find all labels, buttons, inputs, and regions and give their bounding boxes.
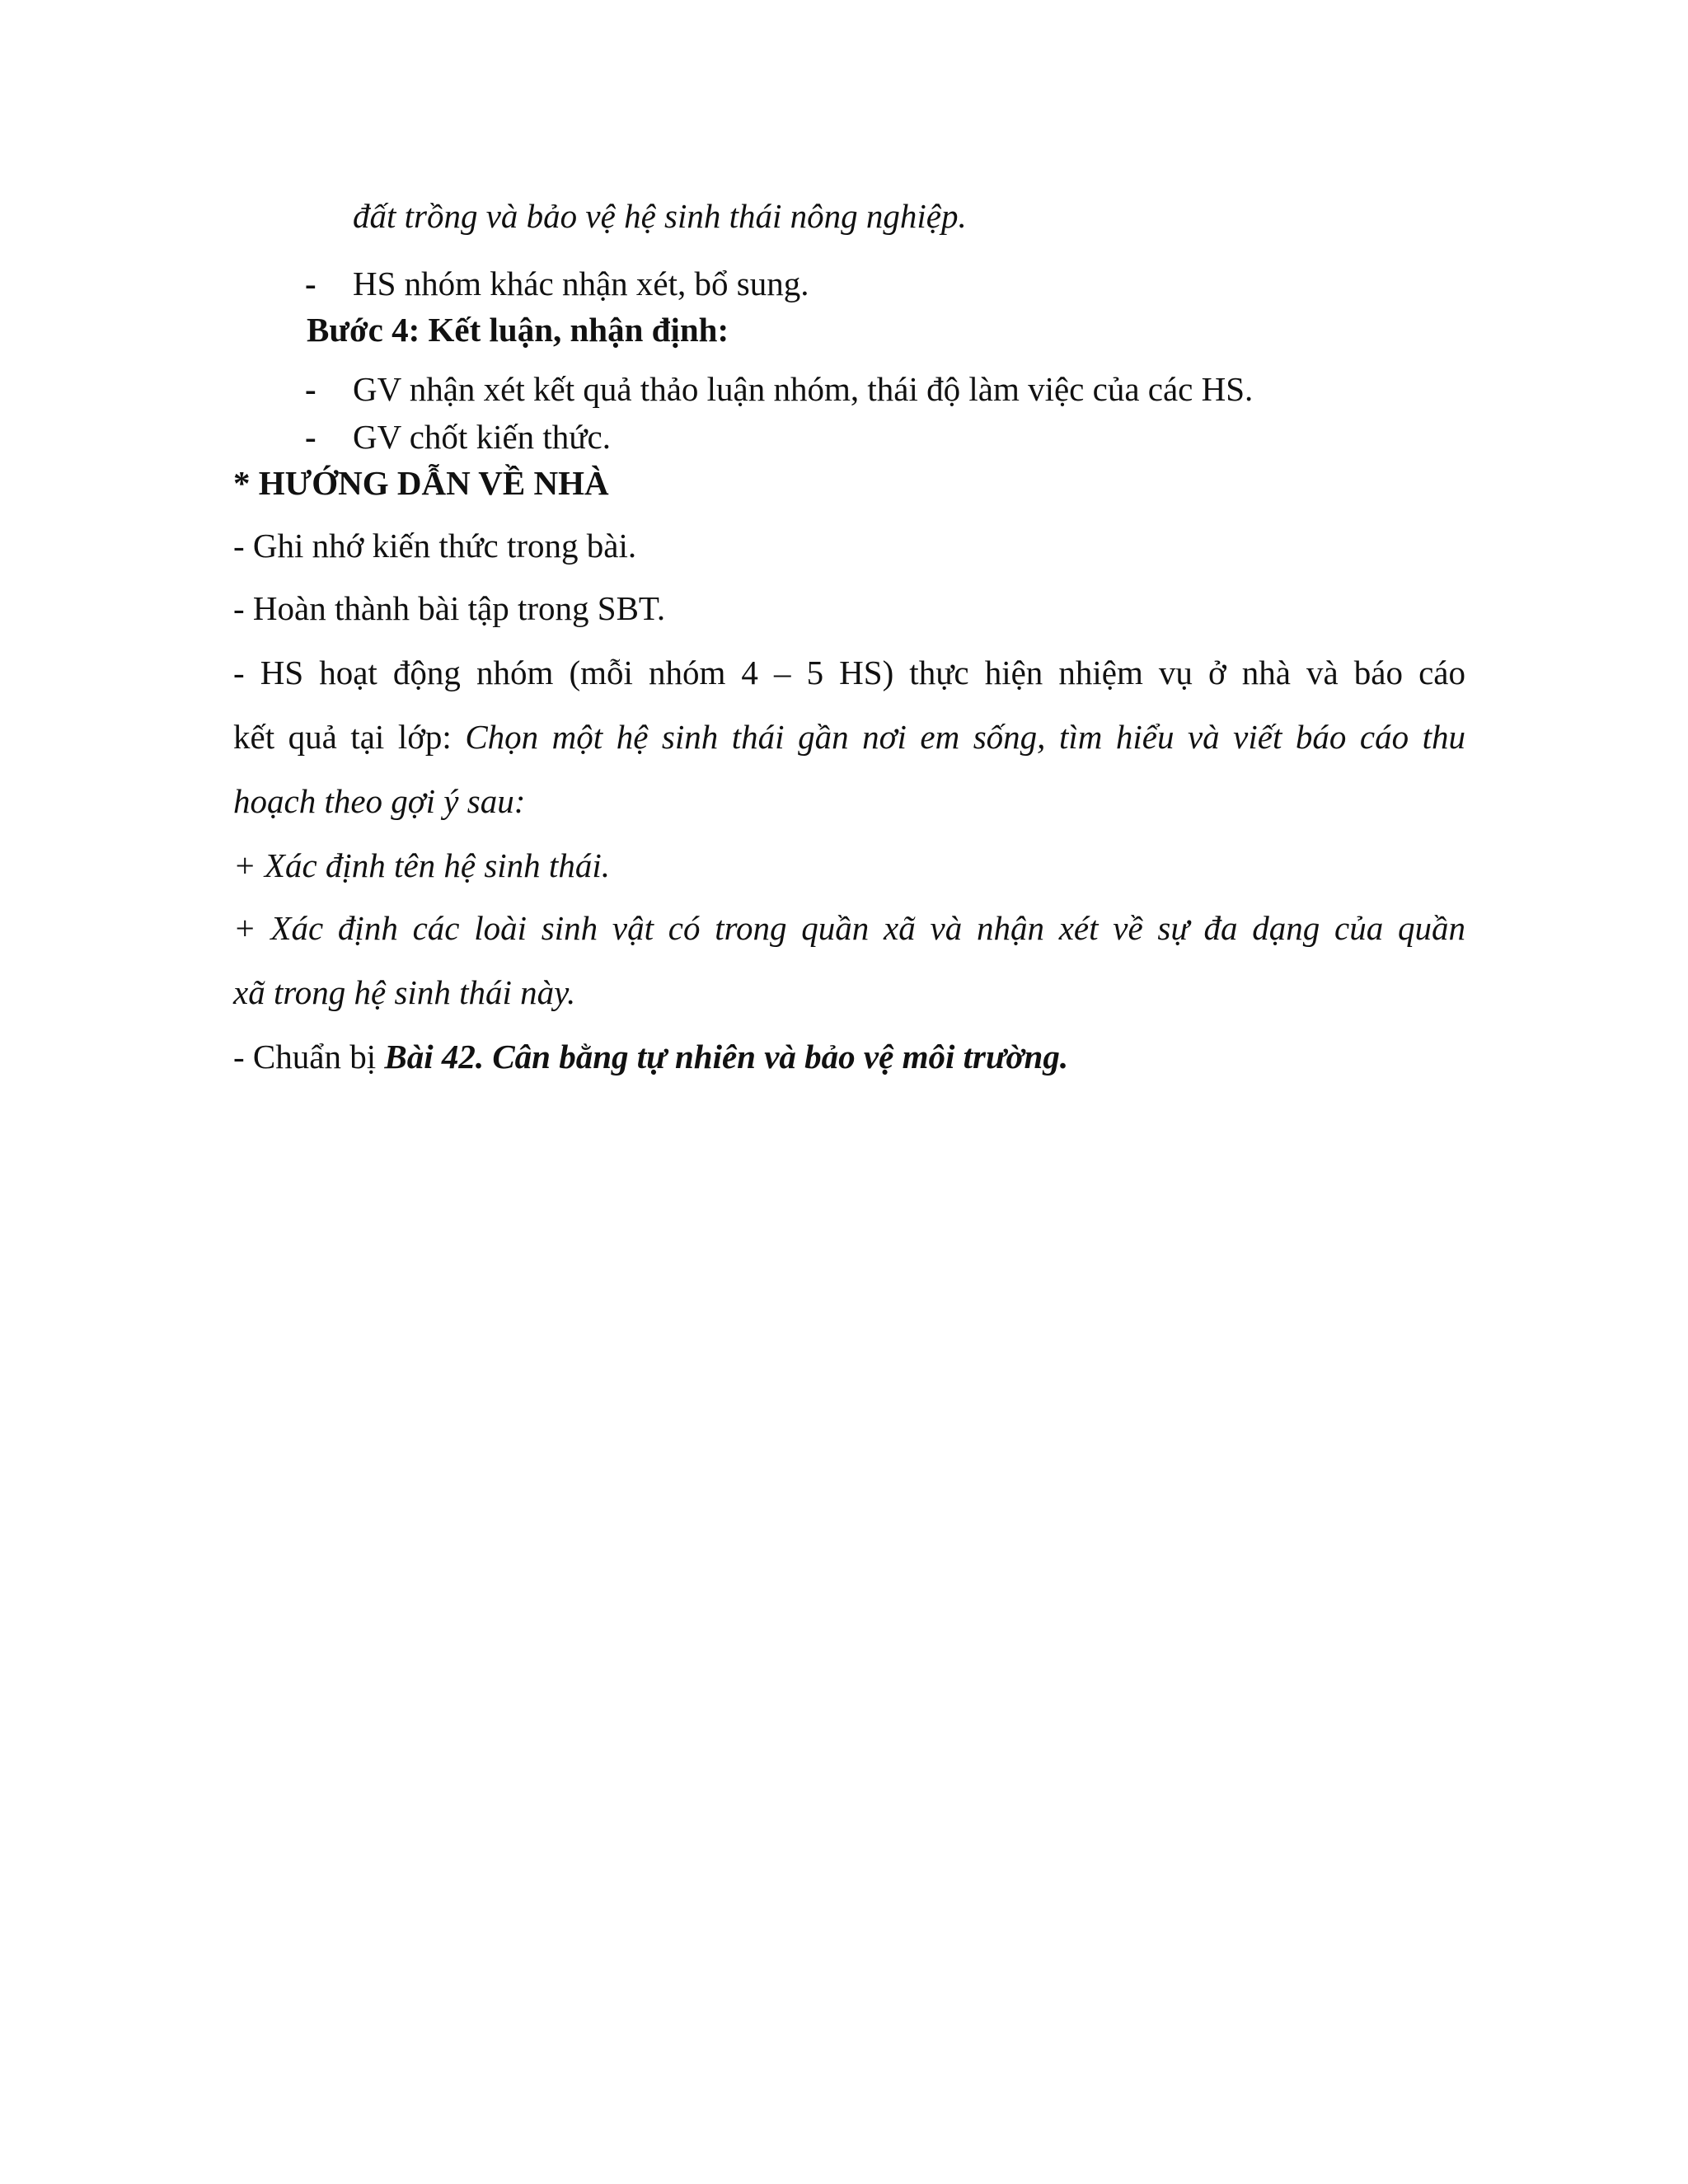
- homework-item-line: hoạch theo gợi ý sau:: [233, 782, 526, 820]
- bullet-marker: -: [305, 370, 316, 408]
- homework-subitem: + Xác định tên hệ sinh thái.: [233, 846, 610, 884]
- bullet-text: HS nhóm khác nhận xét, bổ sung.: [353, 265, 809, 302]
- lesson-reference: Bài 42. Cân bằng tự nhiên và bảo vệ môi trường.: [384, 1038, 1069, 1076]
- plain-text: - Chuẩn bị: [233, 1038, 385, 1076]
- bullet-text: GV nhận xét kết quả thảo luận nhóm, thái độ làm việc của các HS.: [353, 370, 1254, 408]
- homework-subitem-line: xã trong hệ sinh thái này.: [233, 973, 576, 1011]
- bullet-marker: -: [305, 265, 316, 302]
- bullet-text: GV chốt kiến thức.: [353, 418, 611, 456]
- homework-heading: * HƯỚNG DẪN VỀ NHÀ: [233, 464, 609, 502]
- homework-item-line: - HS hoạt động nhóm (mỗi nhóm 4 – 5 HS) thực hiện nhiệm vụ ở nhà và báo cáo: [233, 654, 1465, 691]
- step4-heading: Bước 4: Kết luận, nhận định:: [307, 311, 729, 349]
- homework-subitem-line: + Xác định các loài sinh vật có trong quần xã và nhận xét về sự đa dạng của quần: [233, 909, 1465, 947]
- continuation-line: đất trồng và bảo vệ hệ sinh thái nông nghiệp.: [353, 197, 967, 235]
- bullet-marker: -: [305, 418, 316, 456]
- italic-text: Chọn một hệ sinh thái gần nơi em sống, tìm hiểu và viết báo cáo thu: [465, 718, 1465, 756]
- homework-item-line: [233, 715, 1465, 758]
- plain-text: kết quả tại lớp:: [233, 718, 466, 756]
- homework-item: - Ghi nhớ kiến thức trong bài.: [233, 527, 637, 565]
- homework-item: [233, 1035, 1068, 1078]
- homework-item: - Hoàn thành bài tập trong SBT.: [233, 589, 666, 627]
